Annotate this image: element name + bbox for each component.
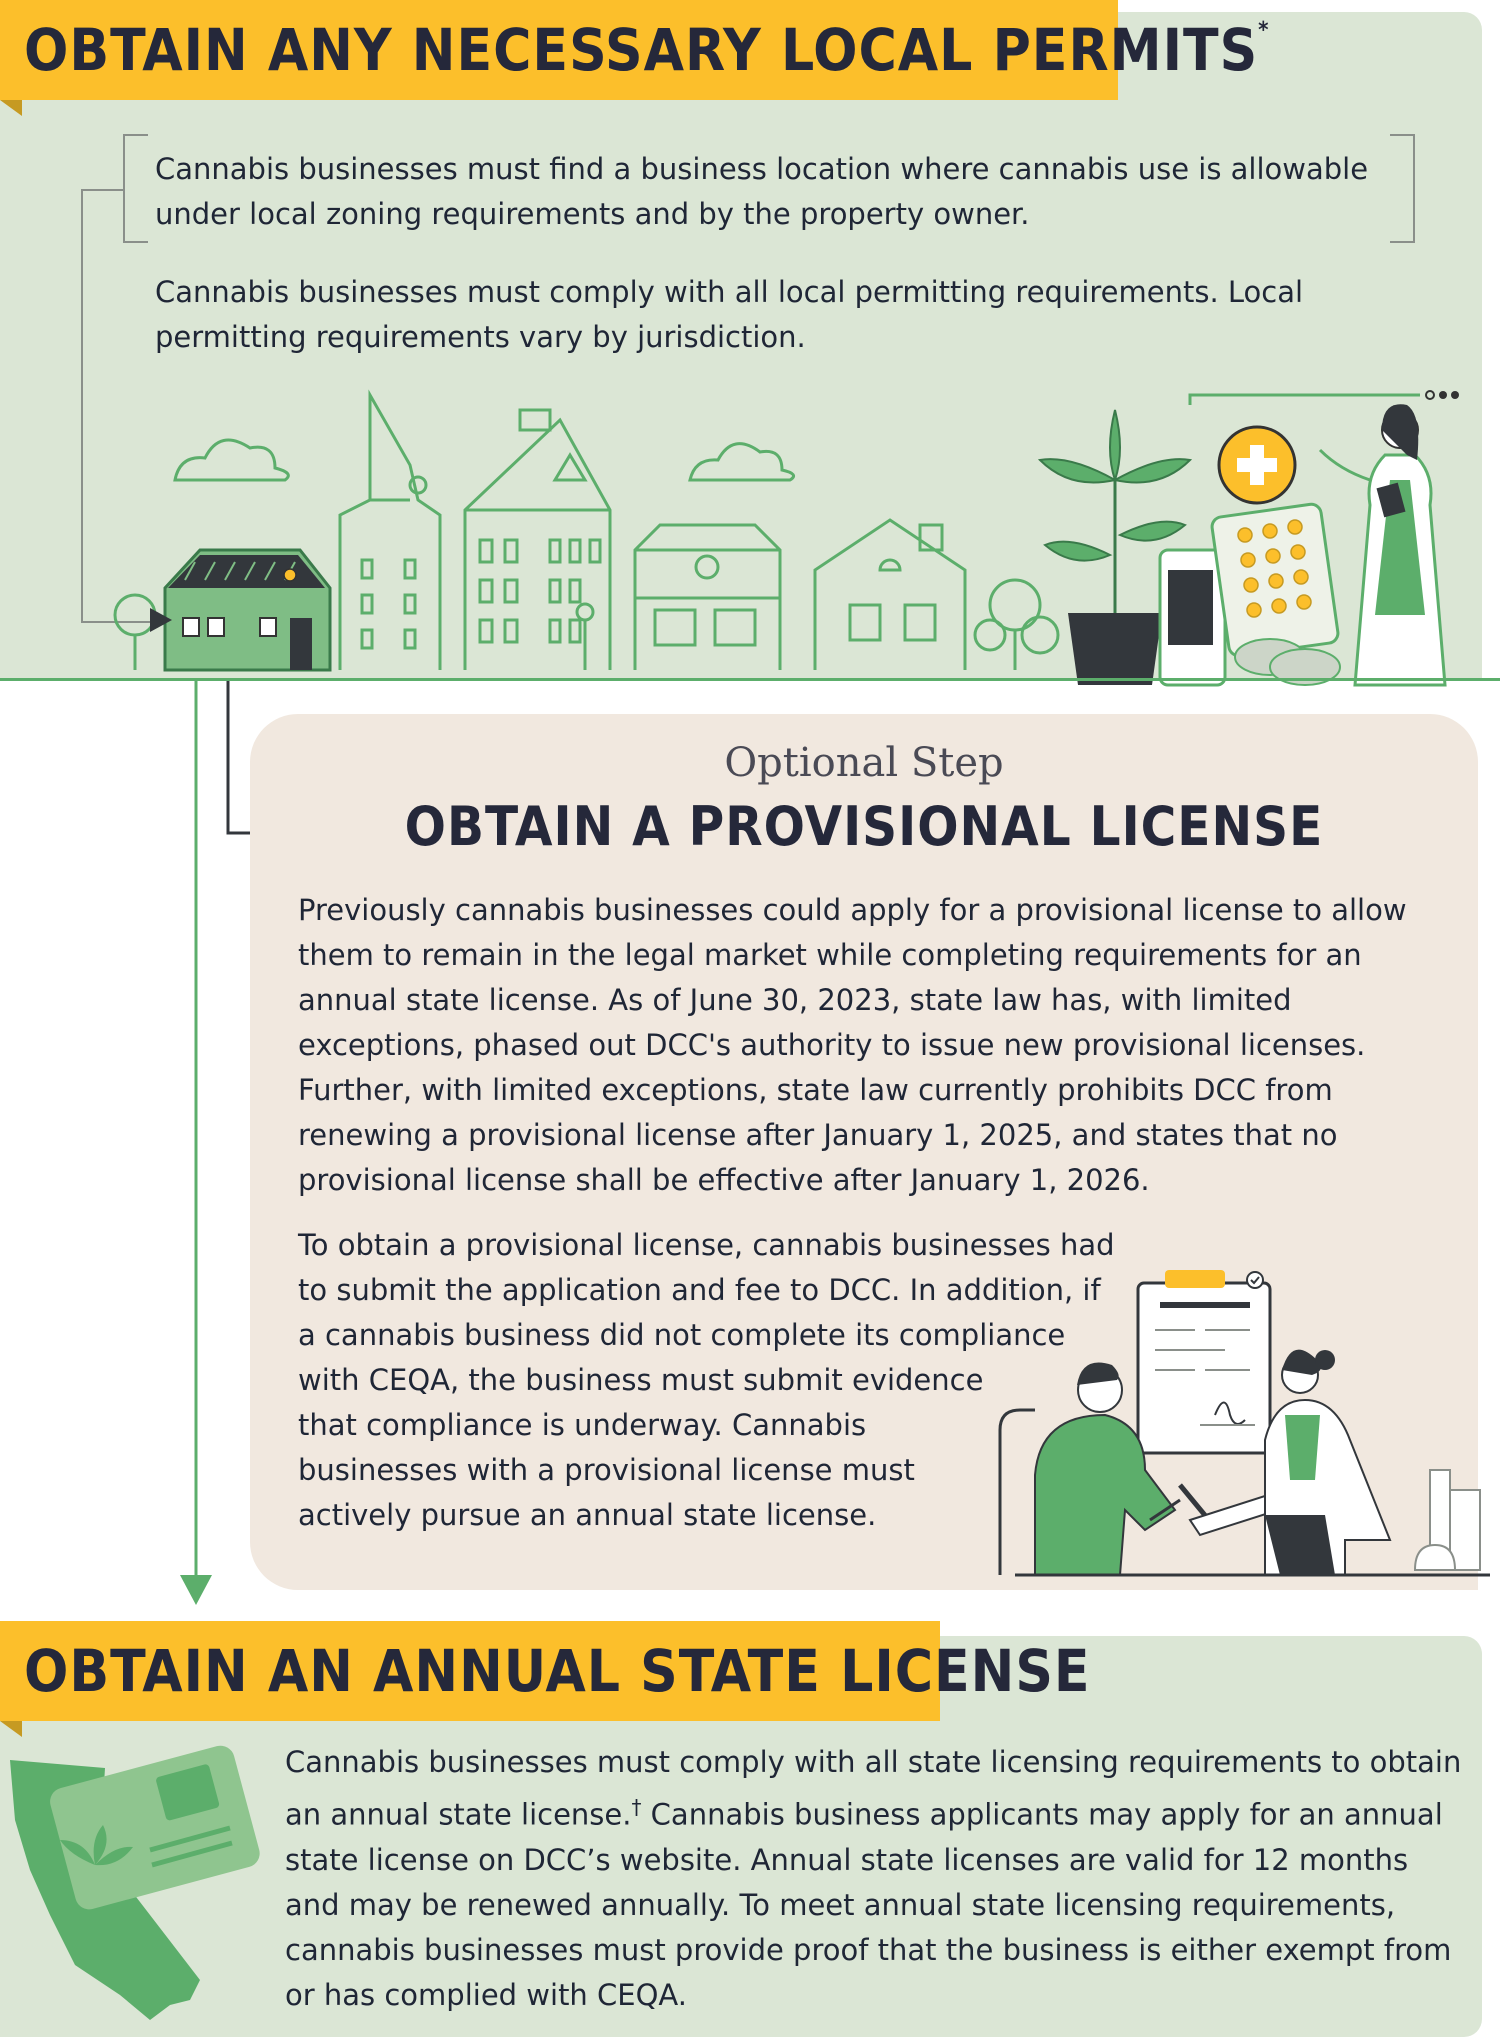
annual-license-paragraph: Cannabis businesses must comply with all state licensing requirements to obtain an annual state license.† Cannabis business applicants may apply for an annual state license on DCC’s website. Annual state licenses are valid for 12 months and may be renewed annually. To meet annual state licensing requirements, cannabis businesses must provide proof that the business is either exempt from or has complied with CEQA. [285, 1745, 1462, 2012]
provisional-license-paragraph-1: Previously cannabis businesses could apply for a provisional license to allow them to remain in the legal market while completing requirements for an annual state license. As of June 30, 2023, state law has, with limited exceptions, phased out DCC's authority to issue new provisional licenses. Further, with limited exceptions, state law currently prohibits DCC from renewing a provisional license after January 1, 2025, and states that no provisional license shall be effective after January 1, 2026. [298, 893, 1407, 1197]
annual-license-banner [0, 1621, 1091, 1721]
dagger-mark: † [631, 1795, 642, 1819]
local-permits-title-mark: * [1258, 17, 1270, 43]
local-permits-paragraph-1: Cannabis businesses must find a business location where cannabis use is allowable under local zoning requirements and by the property owner. [155, 152, 1369, 231]
annual-license-title: OBTAIN AN ANNUAL STATE LICENSE [24, 1637, 1091, 1705]
optional-step-label: Optional Step [724, 740, 1004, 786]
provisional-license-paragraph-2: To obtain a provisional license, cannabis businesses had to submit the application and fee to DCC. In addition, if a cannabis business did not complete its compliance with CEQA, the business must submit evidence that compliance is underway. Cannabis businesses with a provisional license must actively pursue an annual state license. [298, 1228, 1115, 1532]
california-license-icon [0, 1740, 290, 2030]
provisional-license-title: OBTAIN A PROVISIONAL LICENSE [404, 795, 1324, 858]
meeting-illustration-icon [995, 1265, 1495, 1595]
banner-fold-2 [0, 1721, 22, 1737]
local-permits-paragraph-2: Cannabis businesses must comply with all local permitting requirements. Local permitting requirements vary by jurisdiction. [155, 275, 1304, 354]
local-permits-title: OBTAIN ANY NECESSARY LOCAL PERMITS [24, 16, 1259, 84]
